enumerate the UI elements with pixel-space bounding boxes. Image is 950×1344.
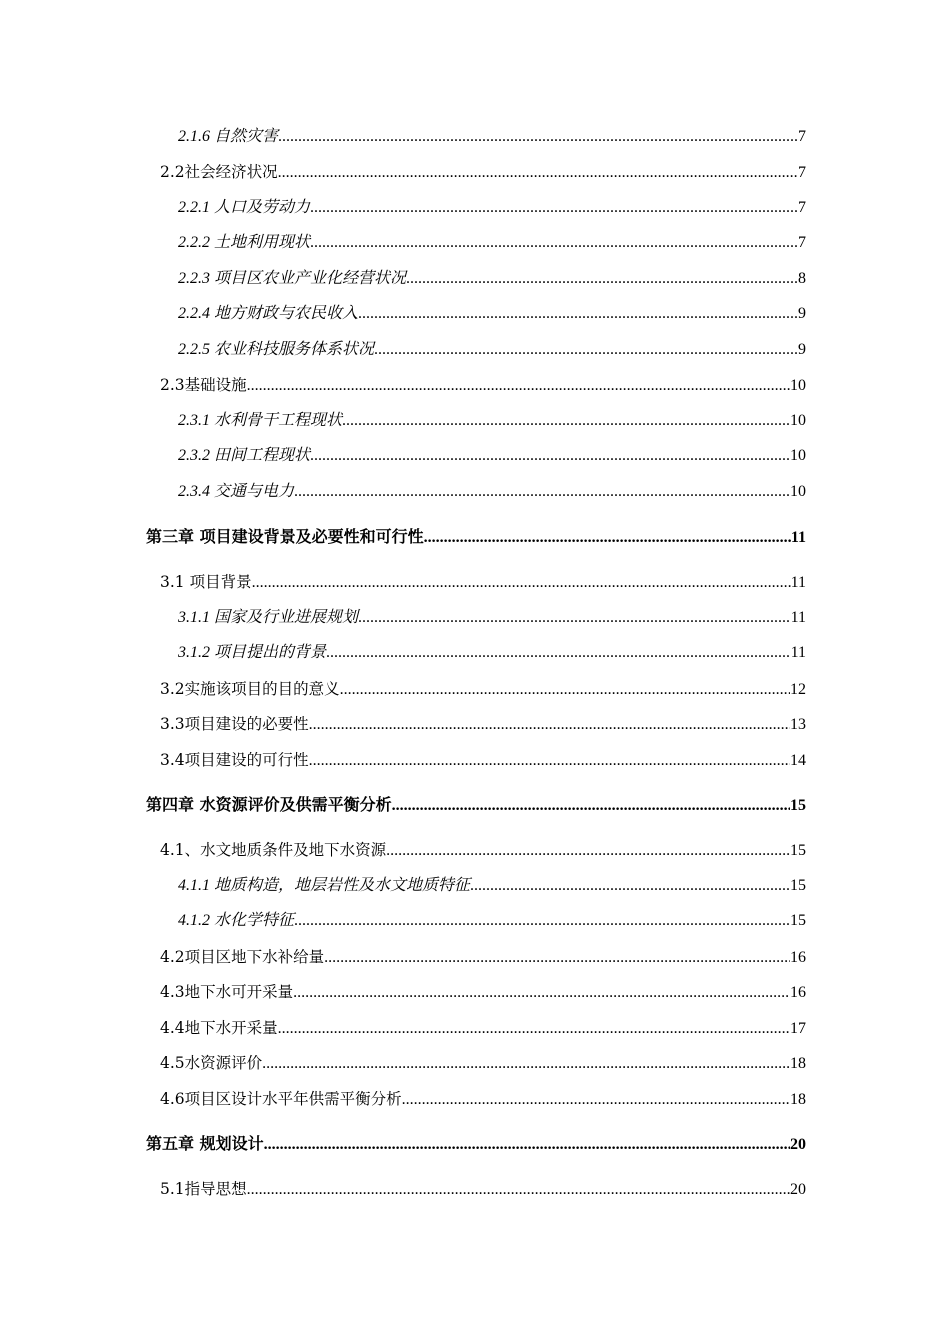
- dot-leader: [310, 232, 798, 254]
- dot-leader: [278, 162, 798, 184]
- toc-entry-label: 2.2社会经济状况: [160, 163, 278, 181]
- toc-entry-label: 2.3基础设施: [160, 376, 247, 394]
- toc-page-number: 15: [790, 842, 806, 859]
- toc-entry-label: 3.2实施该项目的目的意义: [160, 680, 340, 698]
- toc-page-number: 13: [790, 716, 806, 733]
- toc-page-number: 14: [790, 752, 806, 769]
- toc-page-number: 10: [790, 412, 806, 429]
- toc-entry-label: 4.1.1 地质构造，地层岩性及水文地质特征: [178, 877, 471, 894]
- toc-entry-4-2[interactable]: [160, 946, 806, 968]
- dot-leader: [294, 481, 790, 503]
- dot-leader: [326, 642, 791, 664]
- toc-entry-4-3[interactable]: [160, 981, 806, 1003]
- toc-entry-label: 3.1.1 国家及行业进展规划: [178, 609, 359, 626]
- toc-entry-4-6[interactable]: [160, 1088, 806, 1110]
- toc-entry-label: 2.2.3 项目区农业产业化经营状况: [178, 270, 407, 287]
- toc-entry-label: 第四章 水资源评价及供需平衡分析: [146, 795, 392, 814]
- toc-entry-label: 2.3.1 水利骨干工程现状: [178, 412, 343, 429]
- dot-leader: [310, 197, 798, 219]
- toc-page-number: 11: [790, 609, 806, 626]
- dot-leader: [247, 1179, 790, 1201]
- toc-page-number: 12: [790, 681, 806, 698]
- dot-leader: [278, 126, 798, 148]
- toc-entry-label: 3.1.2 项目提出的背景: [178, 644, 327, 661]
- dot-leader: [252, 572, 791, 594]
- toc-entry-2-2-5[interactable]: [178, 339, 806, 361]
- toc-page-number: 15: [790, 797, 806, 814]
- dot-leader: [310, 445, 790, 467]
- toc-entry-3-2[interactable]: [160, 678, 806, 700]
- toc-page-number: 10: [790, 447, 806, 464]
- toc-entry-5-1[interactable]: [160, 1178, 806, 1200]
- toc-entry-2-3-4[interactable]: [178, 481, 806, 503]
- toc-page-number: 16: [790, 984, 806, 1001]
- dot-leader: [386, 840, 790, 862]
- toc-chapter-5[interactable]: [146, 1133, 806, 1155]
- dot-leader: [294, 910, 790, 932]
- toc-entry-label: 4.4地下水开采量: [160, 1019, 278, 1037]
- toc-entry-label: 4.1、水文地质条件及地下水资源: [160, 841, 387, 859]
- toc-entry-4-5[interactable]: [160, 1052, 806, 1074]
- dot-leader: [358, 303, 798, 325]
- toc-page-number: 16: [790, 949, 806, 966]
- toc-entry-2-3[interactable]: [160, 374, 806, 396]
- dot-leader: [406, 268, 798, 290]
- toc-entry-label: 4.6项目区设计水平年供需平衡分析: [160, 1090, 402, 1108]
- toc-page-number: 20: [790, 1181, 806, 1198]
- toc-entry-2-2[interactable]: [160, 161, 806, 183]
- toc-entry-label: 5.1指导思想: [160, 1180, 247, 1198]
- dot-leader: [374, 339, 798, 361]
- toc-entry-label: 4.2项目区地下水补给量: [160, 948, 325, 966]
- toc-entry-2-2-2[interactable]: [178, 232, 806, 254]
- dot-leader: [293, 982, 790, 1004]
- dot-leader: [470, 875, 790, 897]
- toc-entry-3-1-2[interactable]: [178, 642, 806, 664]
- toc-page-number: 18: [790, 1091, 806, 1108]
- toc-entry-3-1-1[interactable]: [178, 607, 806, 629]
- toc-page-number: 11: [790, 529, 806, 546]
- toc-page-number: 7: [798, 128, 806, 145]
- toc-page-number: 11: [790, 574, 806, 591]
- toc-entry-4-1-1[interactable]: [178, 875, 806, 897]
- toc-entry-label: 4.1.2 水化学特征: [178, 912, 295, 929]
- toc-entry-3-4[interactable]: [160, 749, 806, 771]
- toc-entry-label: 第五章 规划设计: [146, 1134, 264, 1153]
- toc-entry-label: 2.2.4 地方财政与农民收入: [178, 305, 359, 322]
- dot-leader: [324, 947, 790, 969]
- toc-entry-label: 2.2.5 农业科技服务体系状况: [178, 341, 375, 358]
- dot-leader: [424, 527, 791, 549]
- toc-entry-3-1[interactable]: [160, 571, 806, 593]
- toc-page-number: 8: [798, 270, 806, 287]
- toc-entry-label: 4.3地下水可开采量: [160, 983, 294, 1001]
- toc-page-number: 15: [790, 912, 806, 929]
- toc-entry-label: 2.3.2 田间工程现状: [178, 447, 311, 464]
- toc-entry-label: 2.2.1 人口及劳动力: [178, 199, 311, 216]
- toc-page-number: 9: [798, 305, 806, 322]
- toc-entry-2-3-2[interactable]: [178, 445, 806, 467]
- toc-page-number: 9: [798, 341, 806, 358]
- toc-entry-2-2-3[interactable]: [178, 268, 806, 290]
- toc-entry-2-2-4[interactable]: [178, 303, 806, 325]
- toc-page-number: 10: [790, 483, 806, 500]
- dot-leader: [340, 679, 790, 701]
- toc-entry-4-4[interactable]: [160, 1017, 806, 1039]
- toc-page-number: 10: [790, 377, 806, 394]
- toc-page-number: 17: [790, 1020, 806, 1037]
- dot-leader: [402, 1089, 790, 1111]
- toc-entry-label: 第三章 项目建设背景及必要性和可行性: [146, 527, 424, 546]
- toc-page-number: 20: [790, 1136, 806, 1153]
- toc-entry-label: 3.4项目建设的可行性: [160, 751, 309, 769]
- dot-leader: [278, 1018, 790, 1040]
- toc-page-number: 15: [790, 877, 806, 894]
- toc-entry-label: 2.2.2 土地利用现状: [178, 234, 311, 251]
- dot-leader: [392, 795, 790, 817]
- dot-leader: [309, 750, 790, 772]
- toc-page-number: 7: [798, 234, 806, 251]
- toc-entry-label: 3.1 项目背景: [160, 573, 252, 591]
- toc-entry-label: 2.3.4 交通与电力: [178, 483, 295, 500]
- toc-entry-4-1-2[interactable]: [178, 910, 806, 932]
- toc-page-number: 7: [798, 164, 806, 181]
- toc-page-number: 7: [798, 199, 806, 216]
- dot-leader: [247, 375, 790, 397]
- toc-entry-2-2-1[interactable]: [178, 197, 806, 219]
- dot-leader: [309, 714, 790, 736]
- dot-leader: [342, 410, 790, 432]
- toc-entry-2-3-1[interactable]: [178, 410, 806, 432]
- toc-entry-label: 4.5水资源评价: [160, 1054, 263, 1072]
- toc-entry-4-1[interactable]: [160, 839, 806, 861]
- toc-entry-3-3[interactable]: [160, 713, 806, 735]
- toc-chapter-4[interactable]: [146, 794, 806, 816]
- dot-leader: [262, 1053, 790, 1075]
- toc-entry-label: 3.3项目建设的必要性: [160, 715, 309, 733]
- toc-page-number: 18: [790, 1055, 806, 1072]
- toc-page-number: 11: [790, 644, 806, 661]
- toc-entry-label: 2.1.6 自然灾害: [178, 128, 279, 145]
- dot-leader: [358, 607, 791, 629]
- toc-chapter-3[interactable]: [146, 526, 806, 548]
- toc-entry-2-1-6[interactable]: [178, 126, 806, 148]
- dot-leader: [264, 1134, 790, 1156]
